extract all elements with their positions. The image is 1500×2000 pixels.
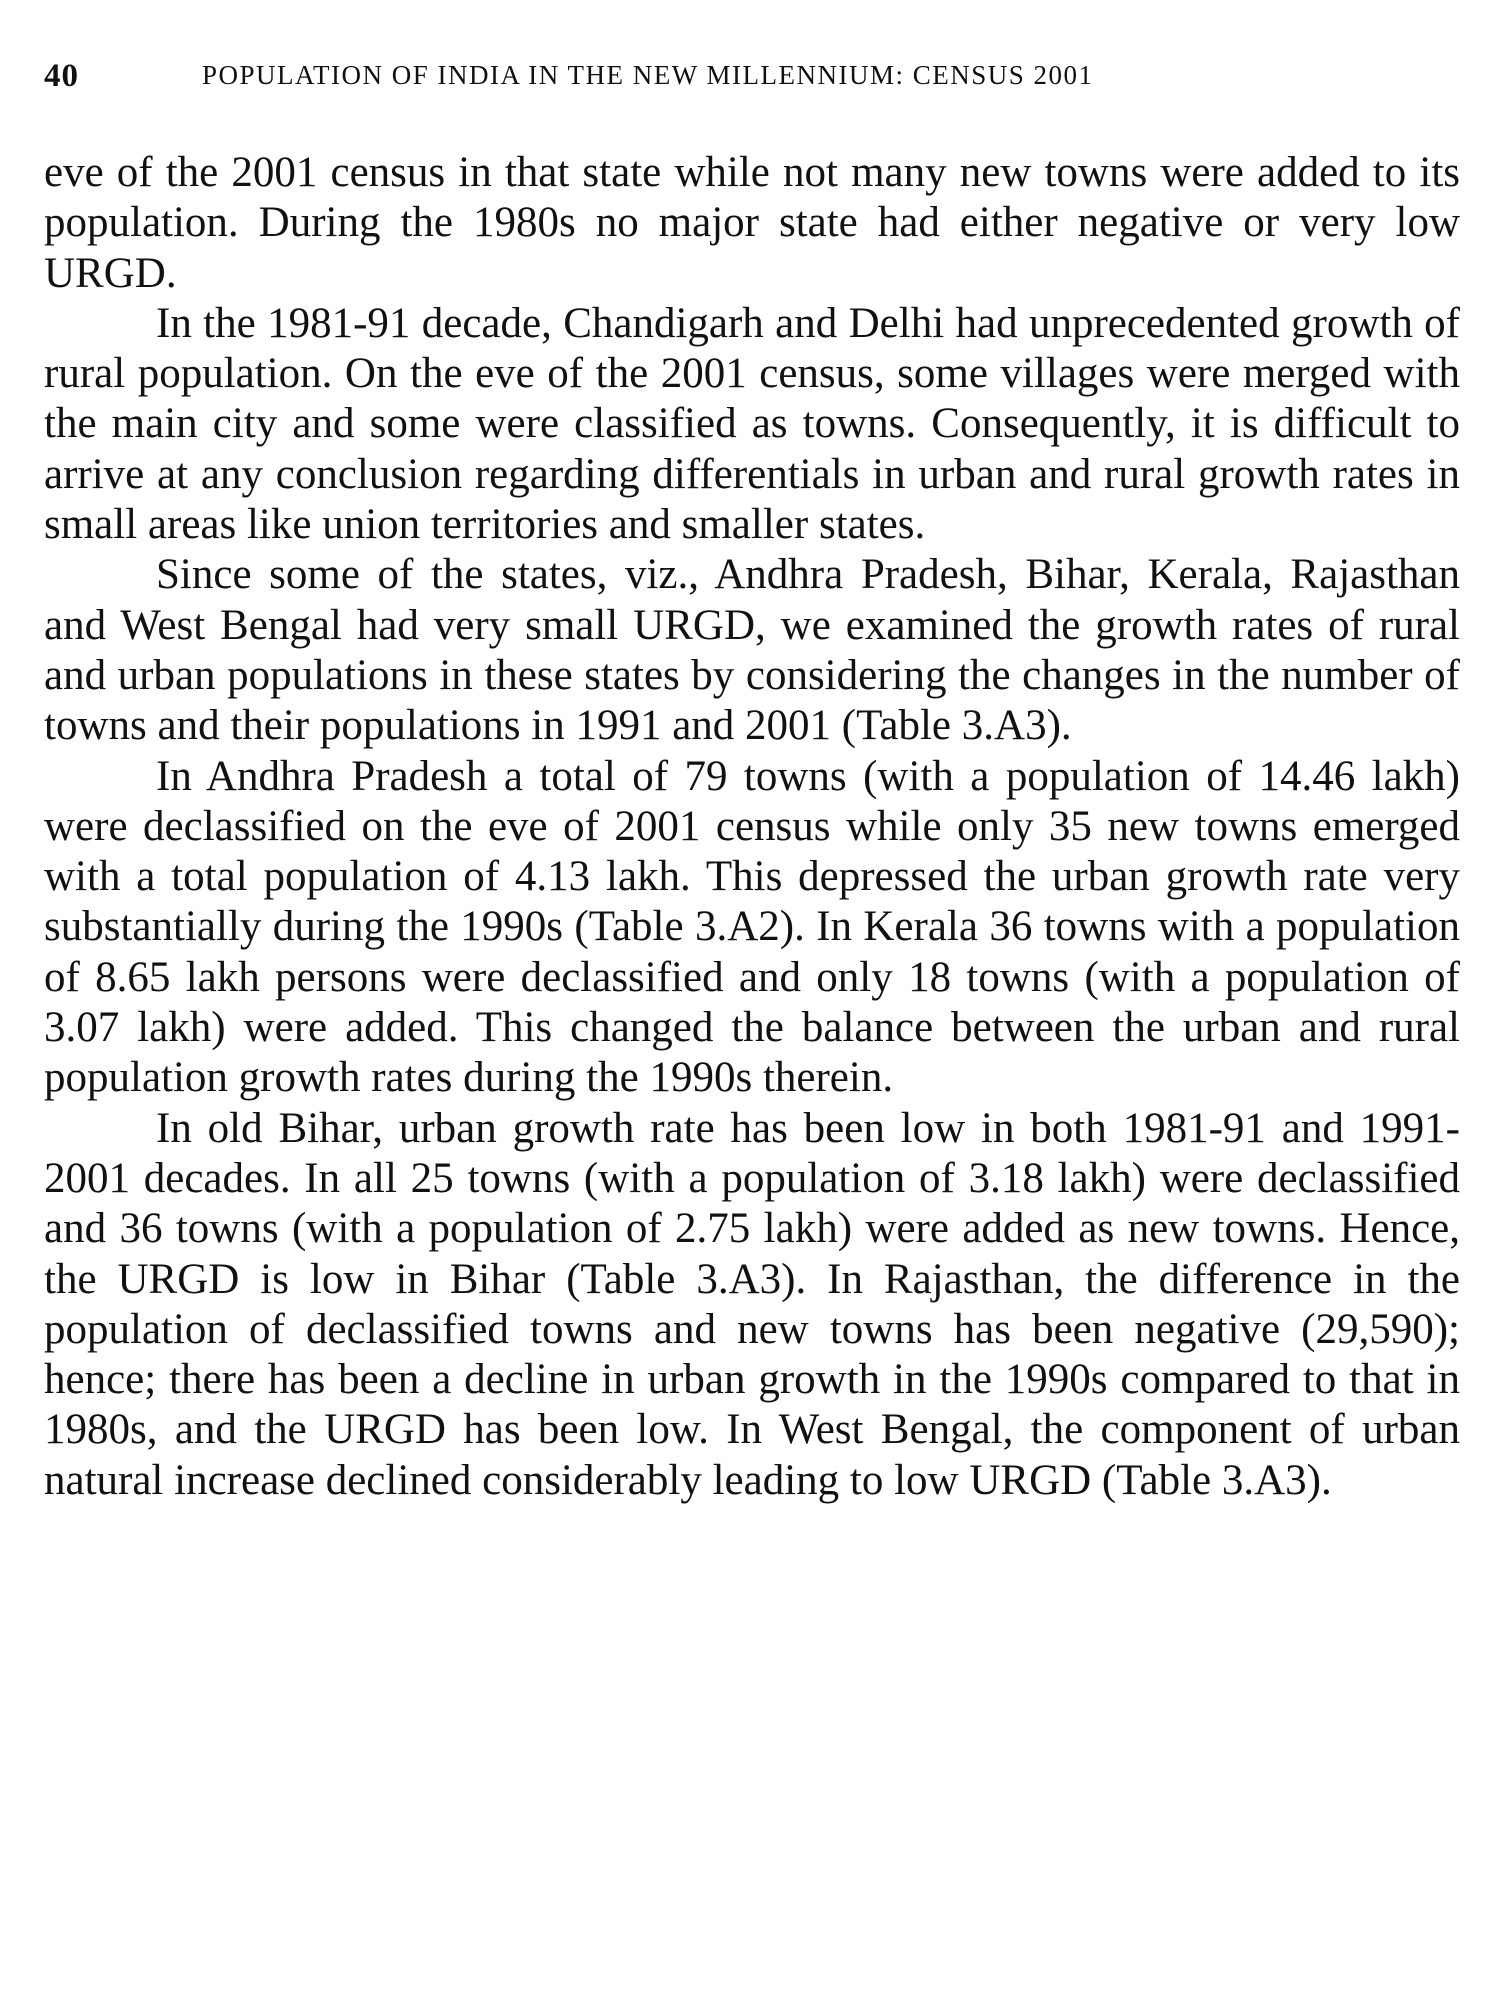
paragraph: In Andhra Pradesh a total of 79 towns (with a population of 14.46 lakh) were declassified on the eve of 2001 census while only 35 new towns emerged with a total population of 4.13 lakh. This depressed the urban growth rate very substantially during the 1990s (Table 3.A2). In Kerala 36 towns with a population of 8.65 lakh persons were declassified and only 18 towns (with a population of 3.07 lakh) were added. This changed the balance between the urban and rural population growth rates during the 1990s therein. (44, 752, 1460, 1102)
paragraph: In the 1981-91 decade, Chandigarh and Delhi had unprecedented growth of rural population. On the eve of the 2001 census, some villages were merged with the main city and some were classified as towns. Consequently, it is difficult to arrive at any conclusion regarding differentials in urban and rural growth rates in small areas like union territories and smaller states. (44, 299, 1460, 549)
running-title: POPULATION OF INDIA IN THE NEW MILLENNIUM: CENSUS 2001 (202, 60, 1094, 90)
paragraph-continued: eve of the 2001 census in that state while not many new towns were added to its population. During the 1980s no major state had either negative or very low URGD. (44, 149, 1460, 297)
page-number: 40 (44, 58, 79, 94)
body-text (44, 148, 1460, 1506)
paragraph: Since some of the states, viz., Andhra Pradesh, Bihar, Kerala, Rajasthan and West Bengal had very small URGD, we examined the growth rates of rural and urban populations in these states by considering the changes in the number of towns and their populations in 1991 and 2001 (Table 3.A3). (44, 551, 1460, 750)
running-header (44, 58, 1334, 98)
paragraph: In old Bihar, urban growth rate has been low in both 1981-91 and 1991-2001 decades. In all 25 towns (with a population of 3.18 lakh) were declassified and 36 towns (with a population of 2.75 lakh) were added as new towns. Hence, the URGD is low in Bihar (Table 3.A3). In Rajasthan, the difference in the population of declassified towns and new towns has been negative (29,590); hence; there has been a decline in urban growth in the 1990s compared to that in 1980s, and the URGD has been low. In West Bengal, the component of urban natural increase declined considerably leading to low URGD (Table 3.A3). (44, 1104, 1460, 1504)
